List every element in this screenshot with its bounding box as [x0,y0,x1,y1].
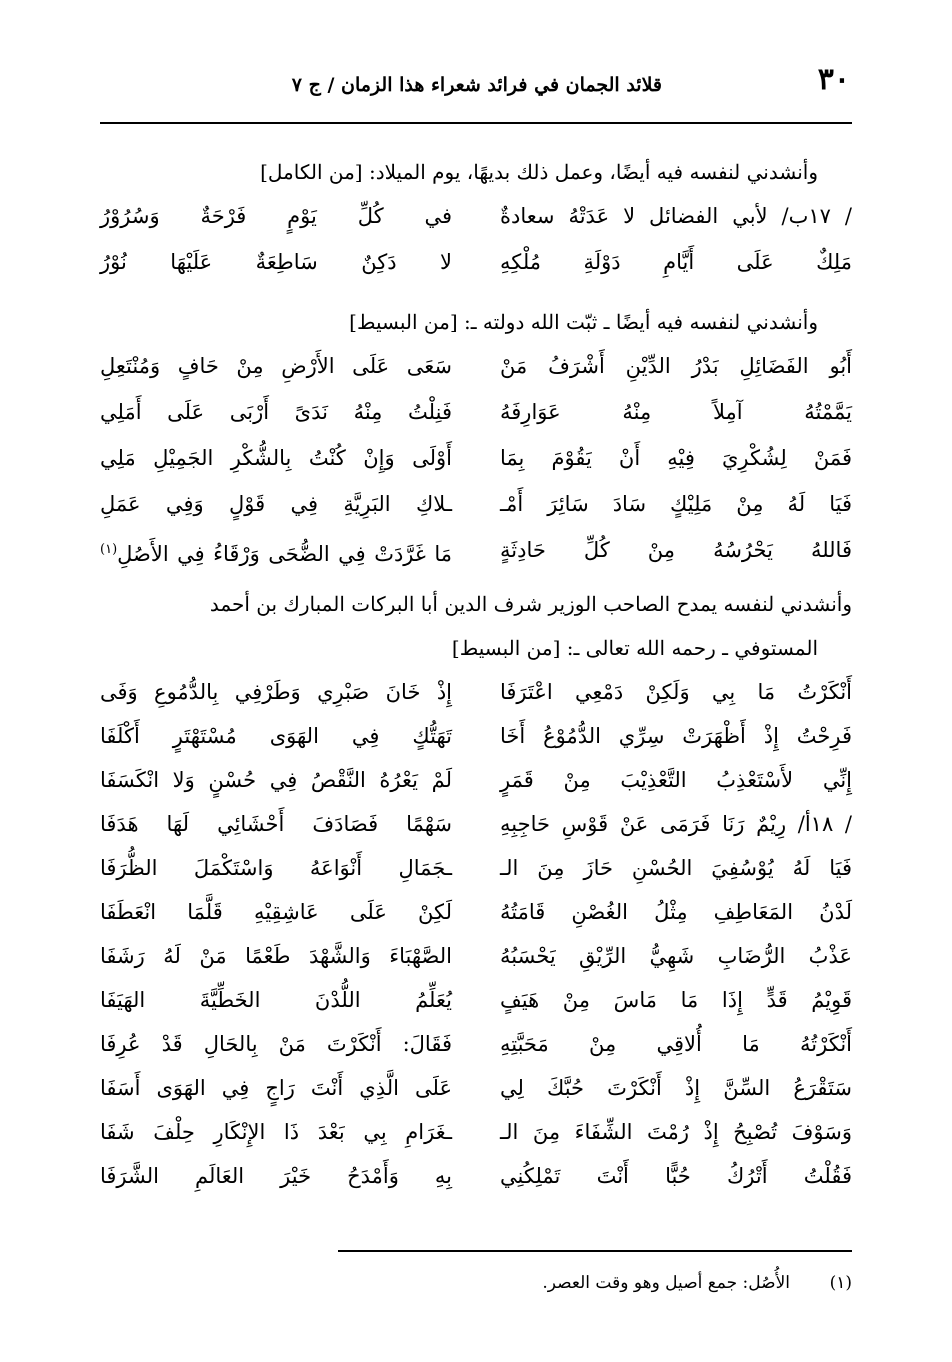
section-intro: وأنشدني لنفسه فيه أيضًا ـ ثبّت الله دولته ـ: [من البسيط] [349,310,818,334]
verse-second-hemistich: إِذْ خَانَ صَبْرِي وَطَرْفِي بِالدُّمُوعِ وَفَى [100,680,452,704]
verse-line [100,438,852,478]
running-title: قلائد الجمان في فرائد شعراء هذا الزمان / ج ٧ [291,74,662,96]
verse-second-hemistich [100,530,452,574]
verse-line [100,980,852,1020]
verse-line [100,484,852,524]
verse-second-hemistich: لَكِنْ عَلَى عَاشِقِيْهِ قَلَّمَا انْعَطَفَا [100,900,452,924]
verse-line [100,848,852,888]
footnote-number: (١) [829,1273,852,1293]
verse-first-hemistich: عَذْبُ الرُّضَابِ شَهِيُّ الرِّيْقِ يَحْسَبُهُ [500,944,852,968]
section-intro: وأنشدني لنفسه يمدح الصاحب الوزير شرف الدين أبا البركات المبارك بن أحمد [209,592,852,616]
section-intro: وأنشدني لنفسه فيه أيضًا، وعمل ذلك بديهًا، يوم الميلاد: [من الكامل] [260,160,818,184]
verse-line [100,760,852,800]
verse-line [100,1156,852,1196]
verse-line [100,242,852,282]
footnote-text: الأُصُل: جمع أصيل وهو وقت العصر. [542,1273,790,1293]
verse-second-hemistich: يُعَلِّمُ اللُّدْنَ الخَطِّيَّةَ الهَيَفَا [100,988,452,1012]
verse-first-hemistich: أَنْكَرْتُهُ مَا أُلاقِي مِنْ مَحَبَّتِهِ [500,1032,852,1056]
verse-line [100,1068,852,1108]
verse-second-hemistich: في كُلِّ يَوْمٍ فَرْحَةٌ وَسُرُوْرُ [100,204,452,228]
verse-second-hemistich: سَعَى عَلَى الأَرْضِ مِنْ حَافٍ وَمُنْتَعِلِ [100,354,452,378]
verse-line [100,346,852,386]
verse-second-hemistich: ـلاكِ البَرِيَّةِ فِي قَوْلٍ وَفِي عَمَلِ [100,492,452,516]
verse-first-hemistich: فَمَنْ لِشُكْرِيَ فِيْهِ أَنْ يَقُوْمَ بِمَا [500,446,852,470]
verse-first-hemistich: يَمَّمْتُهُ آمِلاً مِنْهُ عَوَارِفَهُ [500,400,852,424]
verse-second-hemistich: فَقَالَ: أَنْكَرْتَ مَنْ بِالحَالِ قَدْ عُرِفَا [100,1032,452,1056]
verse-line [100,936,852,976]
verse-first-hemistich: فَيَا لَهُ مِنْ مَلِيْكٍ سَادَ سَائِرَ أَمْـ [500,492,852,516]
section-intro-continued: المستوفي ـ رحمه الله تعالى ـ: [من البسيط] [451,636,818,660]
verse-first-hemistich: سَتَقْرَعُ السِّنَّ إِذْ أَنْكَرْتَ حُبَّكَ لِي [500,1076,852,1100]
verse-first-hemistich: فَاللهُ يَحْرُسُهُ مِنْ كُلِّ حَادِثَةٍ [500,538,852,562]
verse-second-hemistich: لا دَكِنٌ سَاطِعَةٌ عَلَيْهَا نُوْرُ [100,250,452,274]
verse-second-hemistich: بِهِ وَأَمْدَحُ خَيْرَ العَالَمِ الشَّرَفَا [100,1164,452,1188]
verse-first-hemistich: إِنِّي لأَسْتَعْذِبُ التَّعْذِيْبَ مِنْ قَمَرٍ [500,768,852,792]
verse-line [100,716,852,756]
verse-second-hemistich: فَنِلْتُ مِنْهُ نَدَىً أَرْبَى عَلَى أَمَلِي [100,400,452,424]
footnote-rule [338,1250,852,1252]
verse-second-hemistich: عَلَى الَّذِي أَنْتَ رَاجٍ فِي الهَوَى أَسَفَا [100,1076,452,1100]
verse-second-hemistich: ـغَرَامِ بِي بَعْدَ ذَا الإِنْكَارِ حِلْفَ شَفَا [100,1120,452,1144]
verse-line [100,1024,852,1064]
verse-line [100,196,852,236]
verse-first-hemistich: أَبُو الفَضَائِلِ بَدْرُ الدِّيْنِ أَشْرَفُ مَنْ [500,354,852,378]
verse-first-hemistich: / ١٨أ/ رِيْمٌ رَنَا فَرَمَى عَنْ قَوْسِ حَاجِبِهِ [500,812,852,836]
verse-second-hemistich: أَوْلَى وَإِنْ كُنْتُ بِالشُّكْرِ الجَمِيْلِ مَلِي [100,446,452,470]
verse-line [100,892,852,932]
hemistich-text: مَا غَرَّدَتْ فِي الضُّحَى وَرْقَاءُ فِي الأَصُلِ [117,542,452,566]
verse-second-hemistich: سَهْمًا فَصَادَفَ أَحْشَائِي لَهَا هَدَفَا [100,812,452,836]
verse-first-hemistich: قَوِيْمُ قَدٍّ إِذَا مَا مَاسَ مِنْ هَيَفٍ [500,988,852,1012]
verse-second-hemistich: ـجَمَالِ أَنْوَاعَهُ وَاسْتَكْمَلَ الظُّرَفَا [100,856,452,880]
verse-first-hemistich: مَلِكٌ عَلَى أَيَّامِ دَوْلَةِ مُلْكِهِ [500,250,852,274]
verse-first-hemistich: / ١٧ب/ لأبي الفضائل لا عَدَتْهُ سعادةٌ [500,204,852,228]
verse-first-hemistich: لَدْنُ المَعَاطِفِ مِثْلُ الغُصْنِ قَامَتُهُ [500,900,852,924]
page-header [100,62,852,102]
verse-line [100,804,852,844]
verse-first-hemistich: وَسَوْفَ تُصْبِحُ إِذْ رُمْتَ الشِّفَاءَ مِنَ الـ [500,1120,852,1144]
verse-line [100,1112,852,1152]
verse-second-hemistich: تَهَتُّكٍ فِي الهَوَى مُسْتَهْتَرٍ أَكْلَفَا [100,724,452,748]
verse-first-hemistich: أَنْكَرْتُ مَا بِي وَلَكِنْ دَمْعِي اعْتَرَفَا [500,680,852,704]
footnote-reference: (١) [100,542,118,557]
verse-second-hemistich: لَمْ يَعْرُهُ النَّقْصُ فِي حُسْنٍ وَلا انْكَسَفَا [100,768,452,792]
verse-line [100,530,852,570]
verse-line [100,672,852,712]
verse-first-hemistich: فَقُلْتُ أَتْرُكُ حُبًّا أَنْتَ تَمْلِكُنِي [500,1164,852,1188]
verse-first-hemistich: فَرِحْتُ إِذْ أَظْهَرَتْ سِرِّي الدُّمُوْعُ أَخَا [500,724,852,748]
verse-first-hemistich: فَيَا لَهُ يُوْسُفِيَ الحُسْنِ حَازَ مِنَ الـ [500,856,852,880]
verse-second-hemistich: الصَّهْبَاءَ وَالشَّهْدَ طَعْمًا مَنْ لَهُ رَشَفَا [100,944,452,968]
page-number: ٣٠ [817,62,850,97]
header-rule [100,122,852,124]
verse-line [100,392,852,432]
